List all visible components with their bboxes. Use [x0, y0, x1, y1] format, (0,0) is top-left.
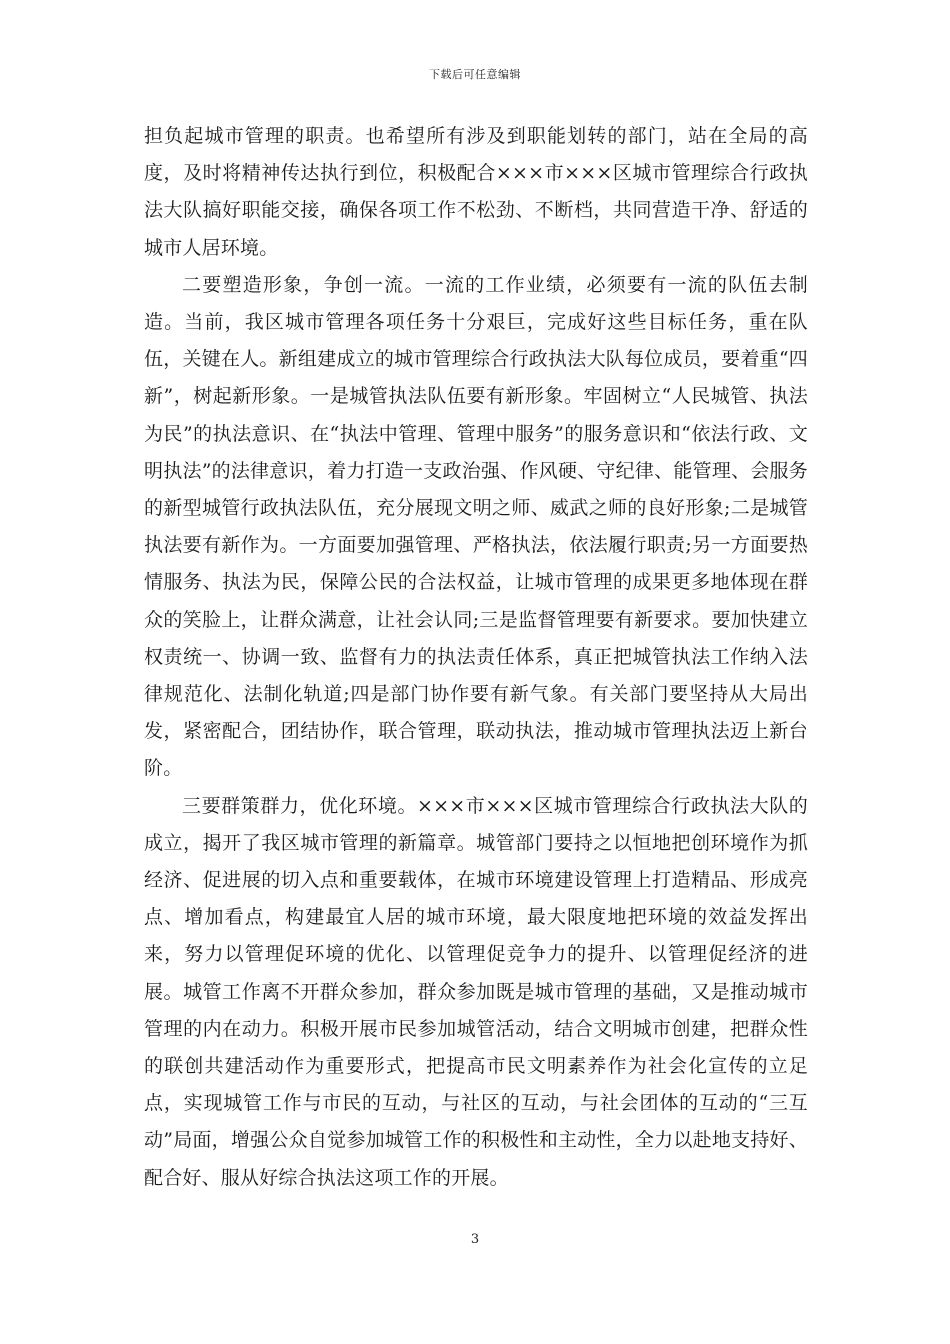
page-header: 下载后可任意编辑 [429, 68, 521, 81]
document-body [144, 118, 808, 1197]
paragraph-optimize-environment: 三要群策群力，优化环境。×××市×××区城市管理综合行政执法大队的成立，揭开了我区城市管理的新篇章。城管部门要持之以恒地把创环境作为抓经济、促进展的切入点和重要载体，在城市环境建设管理上打造精品、形成亮点、增加看点，构建最宜人居的城市环境，最大限度地把环境的效益发挥出来，努力以管理促环境的优化、以管理促竞争力的提升、以管理促经济的进展。城管工作离不开群众参加，群众参加既是城市管理的基础，又是推动城市管理的内在动力。积极开展市民参加城管活动，结合文明城市创建，把群众性的联创共建活动作为重要形式，把提高市民文明素养作为社会化宣传的立足点，实现城管工作与市民的互动，与社区的互动，与社会团体的互动的“三互动”局面，增强公众自觉参加城管工作的积极性和主动性，全力以赴地支持好、配合好、服从好综合执法这项工作的开展。 [144, 794, 808, 1189]
page-number: 3 [470, 1232, 480, 1247]
paragraph-continuation: 担负起城市管理的职责。也希望所有涉及到职能划转的部门，站在全局的高度，及时将精神传达执行到位，积极配合×××市×××区城市管理综合行政执法大队搞好职能交接，确保各项工作不松劲、不断档，共同营造干净、舒适的城市人居环境。 [144, 125, 808, 259]
paragraph-shaping-image: 二要塑造形象，争创一流。一流的工作业绩，必须要有一流的队伍去制造。当前，我区城市管理各项任务十分艰巨，完成好这些目标任务，重在队伍，关键在人。新组建成立的城市管理综合行政执法大队每位成员，要着重“四新”，树起新形象。一是城管执法队伍要有新形象。牢固树立“人民城管、执法为民”的执法意识、在“执法中管理、管理中服务”的服务意识和“依法行政、文明执法”的法律意识，着力打造一支政治强、作风硬、守纪律、能管理、会服务的新型城管行政执法队伍，充分展现文明之师、威武之师的良好形象;二是城管执法要有新作为。一方面要加强管理、严格执法，依法履行职责;另一方面要热情服务、执法为民，保障公民的合法权益，让城市管理的成果更多地体现在群众的笑脸上，让群众满意，让社会认同;三是监督管理要有新要求。要加快建立权责统一、协调一致、监督有力的执法责任体系，真正把城管执法工作纳入法律规范化、法制化轨道;四是部门协作要有新气象。有关部门要坚持从大局出发，紧密配合，团结协作，联合管理，联动执法，推动城市管理执法迈上新台阶。 [144, 273, 808, 780]
